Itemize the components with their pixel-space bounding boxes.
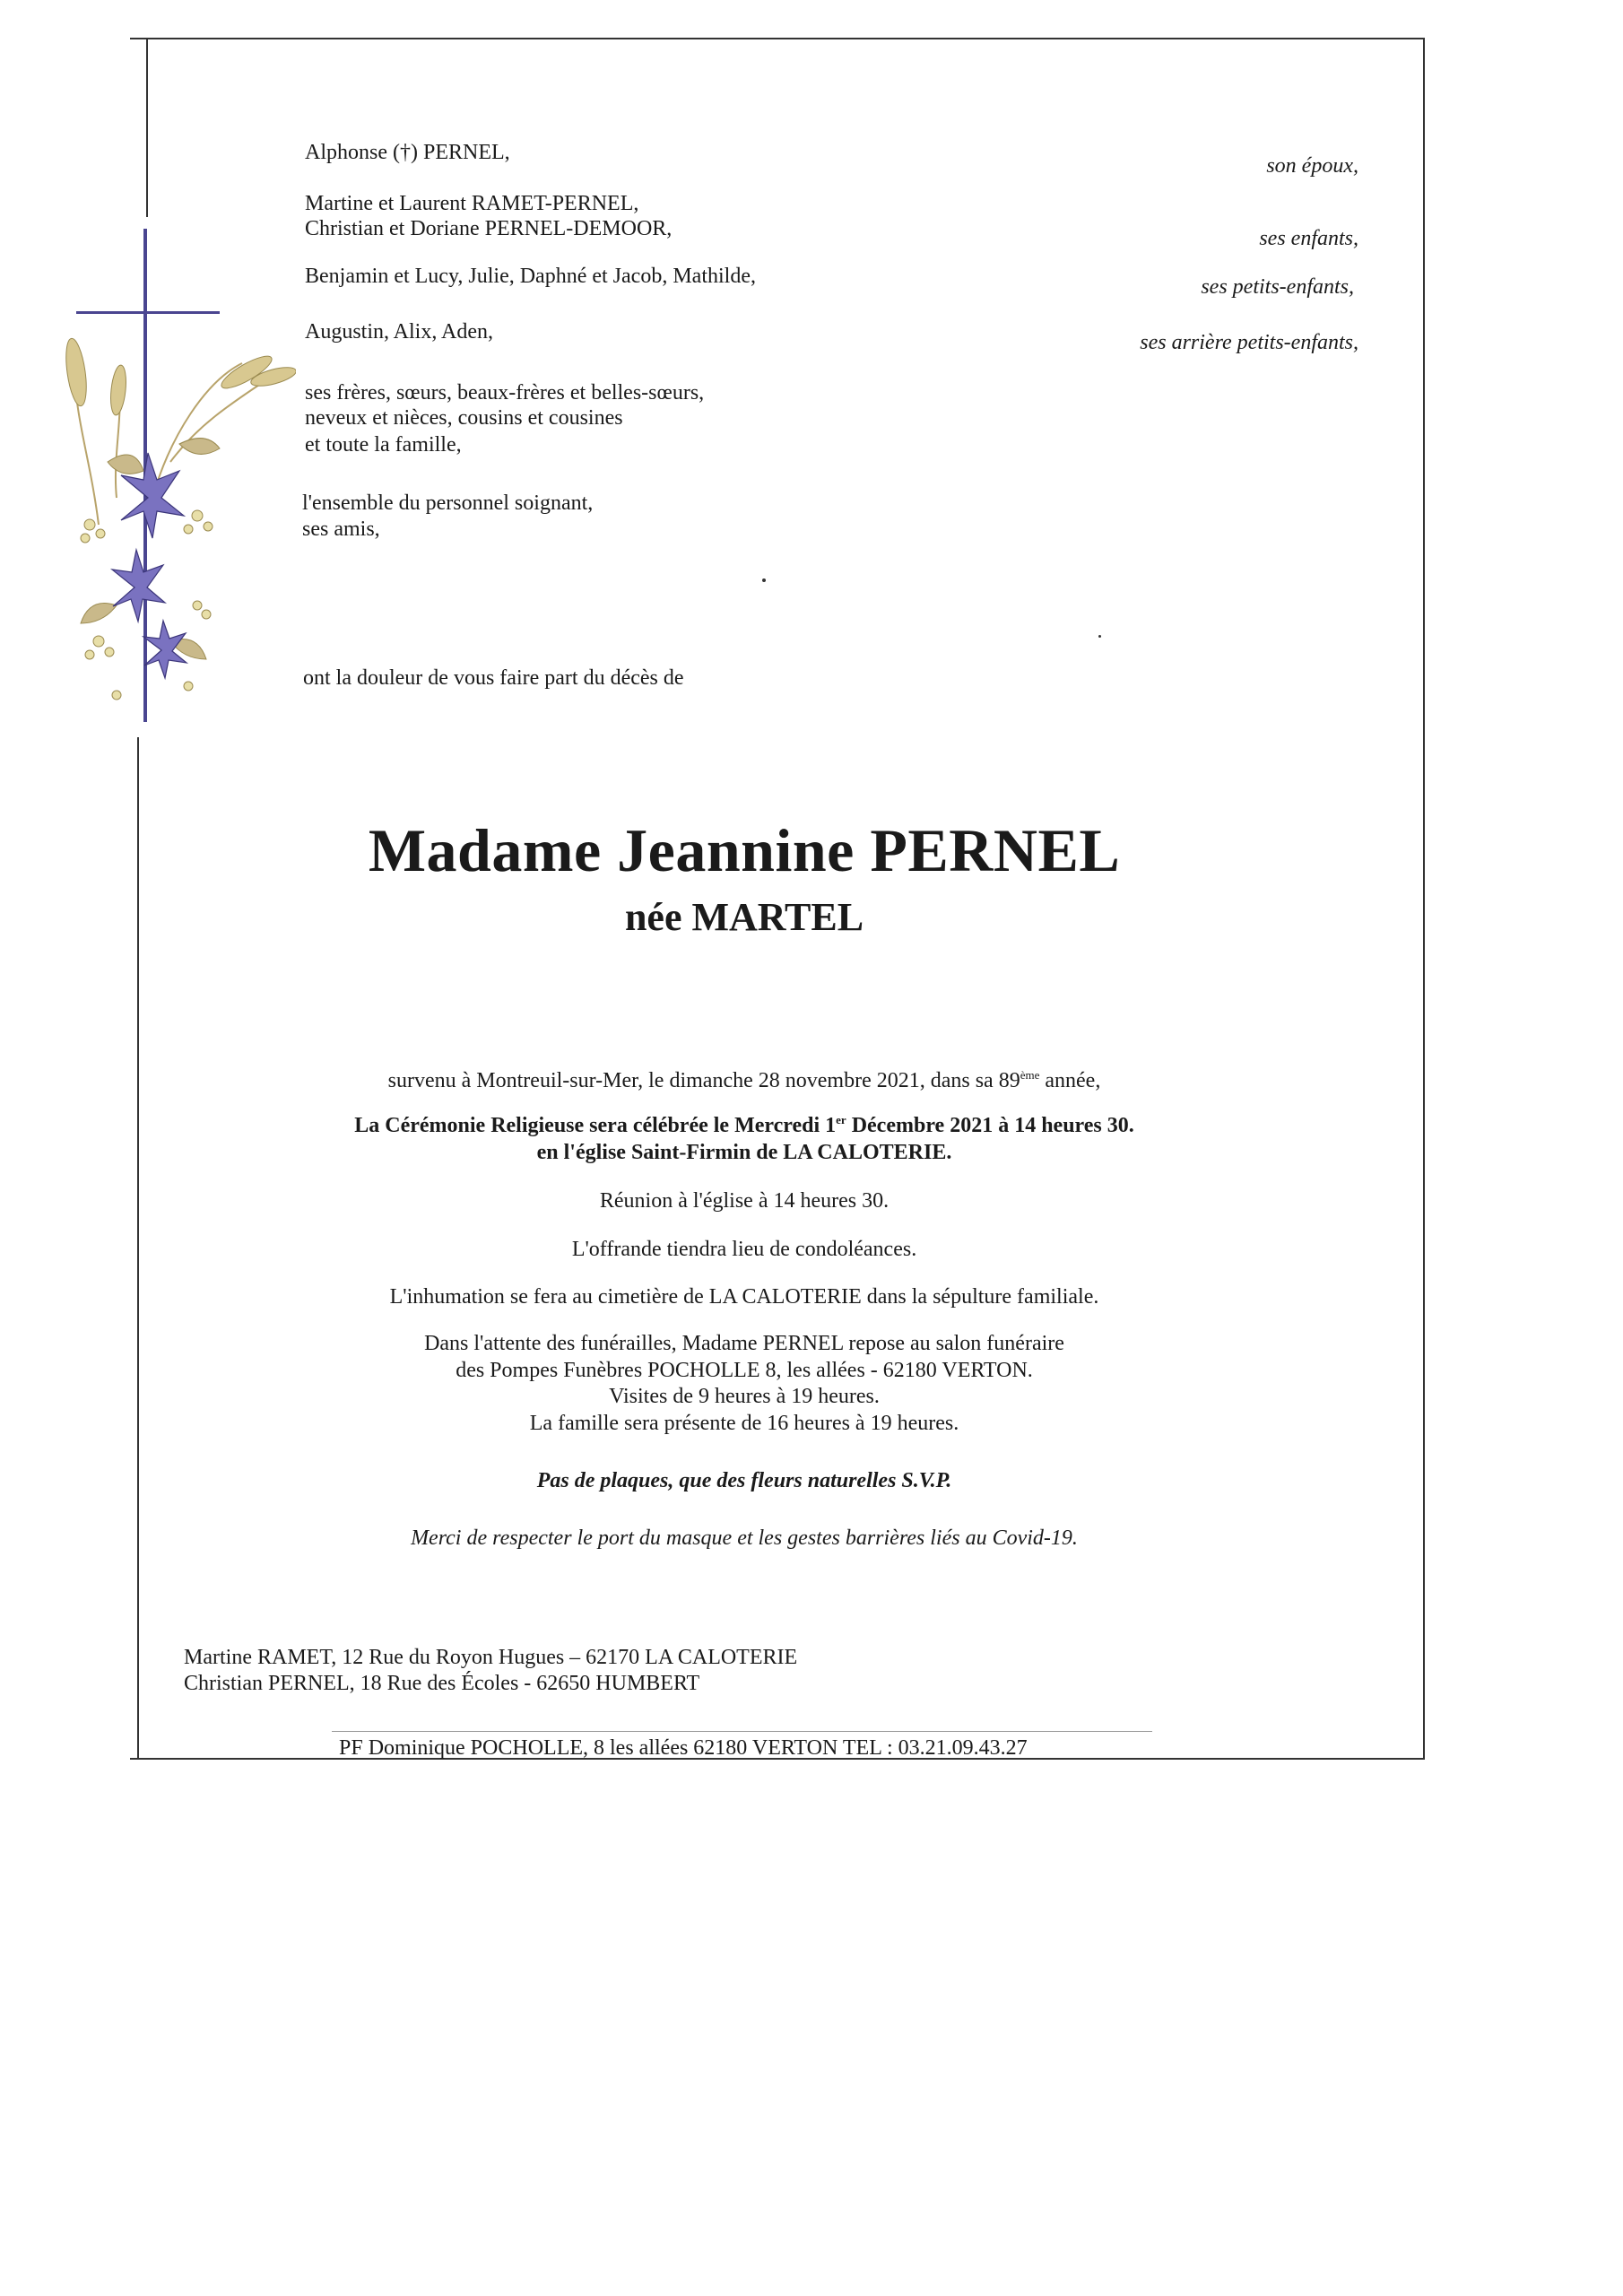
burial-details: L'inhumation se fera au cimetière de LA CALOTERIE dans la sépulture familiale. [389,1285,1099,1309]
church-details: en l'église Saint-Firmin de LA CALOTERIE. [536,1141,952,1164]
frame-left-edge-top [146,38,148,217]
child-2: Christian et Doriane PERNEL-DEMOOR, [305,217,673,240]
others-line-1: l'ensemble du personnel soignant, [302,491,594,515]
siblings-line-3: et toute la famille, [305,433,462,457]
footer-divider [332,1731,1152,1732]
offering-details: L'offrande tiendra lieu de condoléances. [571,1238,917,1261]
deceased-maiden-name: née MARTEL [624,895,864,939]
great-grandchildren-names: Augustin, Alix, Aden, [305,320,494,344]
husband-relation: son époux, [1266,154,1358,178]
meeting-details: Réunion à l'église à 14 heures 30. [599,1189,890,1213]
announcement-text: ont la douleur de vous faire part du décès de [303,666,684,690]
children-relation: ses enfants, [1259,227,1358,250]
grandchildren-names: Benjamin et Lucy, Julie, Daphné et Jacob, Mathilde, [305,265,756,288]
death-details: survenu à Montreuil-sur-Mer, le dimanche 28 novembre 2021, dans sa 89ème année, [387,1068,1101,1092]
rest-line-2: des Pompes Funèbres POCHOLLE 8, les allées - 62180 VERTON. [456,1359,1033,1382]
address-1: Martine RAMET, 12 Rue du Royon Hugues – 62170 LA CALOTERIE [184,1646,798,1669]
scan-speck [1098,635,1101,638]
funeral-home: PF Dominique POCHOLLE, 8 les allées 62180 VERTON TEL : 03.21.09.43.27 [339,1736,1028,1760]
siblings-line-2: neveux et nièces, cousins et cousines [305,406,623,430]
siblings-line-1: ses frères, sœurs, beaux-frères et belles-sœurs, [305,381,705,404]
scan-speck [762,578,766,582]
great-grandchildren-relation: ses arrière petits-enfants, [1140,331,1358,354]
rest-line-3: Visites de 9 heures à 19 heures. [609,1385,880,1408]
covid-request: Merci de respecter le port du masque et les gestes barrières liés au Covid-19. [411,1526,1078,1550]
deceased-name: Madame Jeannine PERNEL [368,816,1121,884]
flowers-request: Pas de plaques, que des fleurs naturelles S.V.P. [536,1469,952,1492]
grandchildren-relation: ses petits-enfants, [1201,275,1354,299]
others-line-2: ses amis, [302,517,380,541]
frame-left-edge-bottom [137,737,139,1760]
husband-name: Alphonse (†) PERNEL, [305,141,510,164]
rest-line-1: Dans l'attente des funérailles, Madame PERNEL repose au salon funéraire [424,1332,1064,1355]
ceremony-details: La Cérémonie Religieuse sera célébrée le Mercredi 1er Décembre 2021 à 14 heures 30. [354,1113,1134,1137]
child-1: Martine et Laurent RAMET-PERNEL, [305,192,639,215]
rest-line-4: La famille sera présente de 16 heures à 19 heures. [529,1412,959,1435]
address-2: Christian PERNEL, 18 Rue des Écoles - 62650 HUMBERT [184,1672,700,1695]
cross-flowers-icon [63,229,296,731]
